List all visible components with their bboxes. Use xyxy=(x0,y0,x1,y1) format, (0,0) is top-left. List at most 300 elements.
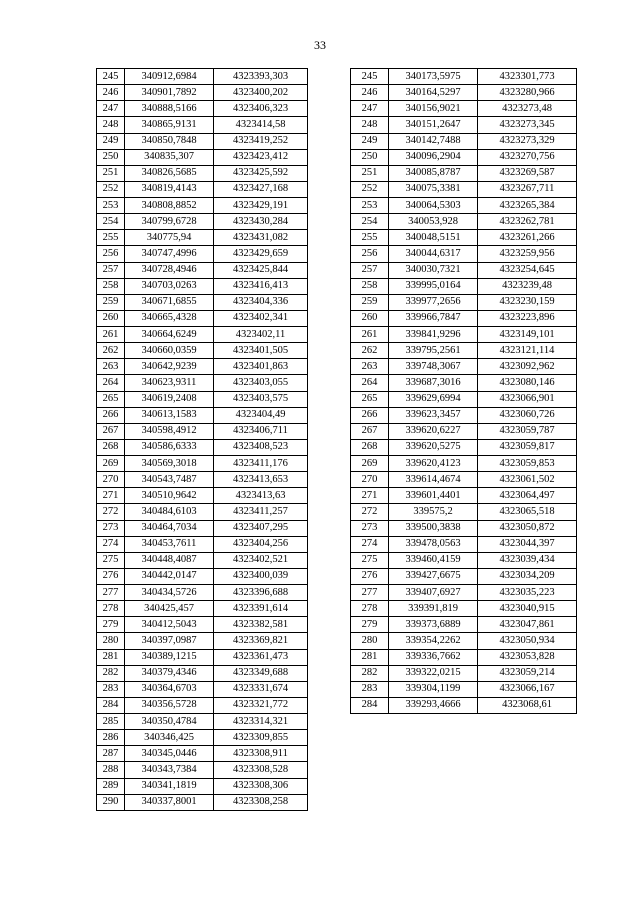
point-number-cell: 249 xyxy=(97,133,125,149)
table-row xyxy=(97,472,308,488)
table-row xyxy=(97,649,308,665)
point-number-cell: 271 xyxy=(351,488,389,504)
x-coordinate-cell: 340642,9239 xyxy=(125,359,214,375)
y-coordinate-cell: 4323382,581 xyxy=(214,617,308,633)
x-coordinate-cell: 339322,0215 xyxy=(389,665,478,681)
point-number-cell: 279 xyxy=(351,617,389,633)
y-coordinate-cell: 4323419,252 xyxy=(214,133,308,149)
x-coordinate-cell: 340364,6703 xyxy=(125,681,214,697)
y-coordinate-cell: 4323059,853 xyxy=(478,456,577,472)
y-coordinate-cell: 4323402,521 xyxy=(214,552,308,568)
x-coordinate-cell: 340075,3381 xyxy=(389,181,478,197)
y-coordinate-cell: 4323406,323 xyxy=(214,101,308,117)
table-row xyxy=(97,665,308,681)
x-coordinate-cell: 339304,1199 xyxy=(389,681,478,697)
point-number-cell: 275 xyxy=(97,552,125,568)
point-number-cell: 263 xyxy=(351,359,389,375)
x-coordinate-cell: 339336,7662 xyxy=(389,649,478,665)
table-row xyxy=(97,246,308,262)
x-coordinate-cell: 339293,4666 xyxy=(389,697,478,713)
point-number-cell: 251 xyxy=(351,165,389,181)
table-row xyxy=(351,649,577,665)
table-row xyxy=(97,69,308,85)
table-row xyxy=(97,778,308,794)
x-coordinate-cell: 340826,5685 xyxy=(125,165,214,181)
point-number-cell: 284 xyxy=(97,697,125,713)
y-coordinate-cell: 4323273,345 xyxy=(478,117,577,133)
y-coordinate-cell: 4323265,384 xyxy=(478,198,577,214)
x-coordinate-cell: 340356,5728 xyxy=(125,697,214,713)
y-coordinate-cell: 4323404,336 xyxy=(214,294,308,310)
table-row xyxy=(351,230,577,246)
point-number-cell: 248 xyxy=(351,117,389,133)
table-row xyxy=(351,101,577,117)
y-coordinate-cell: 4323280,966 xyxy=(478,85,577,101)
y-coordinate-cell: 4323053,828 xyxy=(478,649,577,665)
y-coordinate-cell: 4323393,303 xyxy=(214,69,308,85)
point-number-cell: 276 xyxy=(97,568,125,584)
y-coordinate-cell: 4323402,11 xyxy=(214,327,308,343)
y-coordinate-cell: 4323411,257 xyxy=(214,504,308,520)
point-number-cell: 266 xyxy=(351,407,389,423)
y-coordinate-cell: 4323047,861 xyxy=(478,617,577,633)
point-number-cell: 270 xyxy=(97,472,125,488)
x-coordinate-cell: 339500,3838 xyxy=(389,520,478,536)
point-number-cell: 267 xyxy=(351,423,389,439)
point-number-cell: 245 xyxy=(97,69,125,85)
table-row xyxy=(351,133,577,149)
point-number-cell: 274 xyxy=(351,536,389,552)
table-row xyxy=(97,746,308,762)
table-row xyxy=(97,375,308,391)
table-row xyxy=(351,310,577,326)
point-number-cell: 262 xyxy=(97,343,125,359)
table-row xyxy=(351,69,577,85)
table-row xyxy=(97,504,308,520)
x-coordinate-cell: 339391,819 xyxy=(389,601,478,617)
x-coordinate-cell: 339795,2561 xyxy=(389,343,478,359)
coordinates-table-right-body xyxy=(351,69,577,714)
table-row xyxy=(351,327,577,343)
point-number-cell: 268 xyxy=(351,439,389,455)
point-number-cell: 281 xyxy=(97,649,125,665)
x-coordinate-cell: 340510,9642 xyxy=(125,488,214,504)
x-coordinate-cell: 339995,0164 xyxy=(389,278,478,294)
point-number-cell: 253 xyxy=(351,198,389,214)
point-number-cell: 246 xyxy=(351,85,389,101)
table-row xyxy=(97,359,308,375)
table-row xyxy=(97,181,308,197)
table-row xyxy=(97,585,308,601)
table-row xyxy=(351,504,577,520)
point-number-cell: 264 xyxy=(97,375,125,391)
x-coordinate-cell: 340664,6249 xyxy=(125,327,214,343)
point-number-cell: 252 xyxy=(351,181,389,197)
x-coordinate-cell: 339748,3067 xyxy=(389,359,478,375)
table-row xyxy=(97,310,308,326)
y-coordinate-cell: 4323427,168 xyxy=(214,181,308,197)
y-coordinate-cell: 4323262,781 xyxy=(478,214,577,230)
point-number-cell: 245 xyxy=(351,69,389,85)
table-row xyxy=(97,423,308,439)
table-row xyxy=(97,262,308,278)
table-row xyxy=(351,520,577,536)
y-coordinate-cell: 4323068,61 xyxy=(478,697,577,713)
point-number-cell: 283 xyxy=(97,681,125,697)
x-coordinate-cell: 339620,6227 xyxy=(389,423,478,439)
x-coordinate-cell: 340337,8001 xyxy=(125,794,214,810)
y-coordinate-cell: 4323361,473 xyxy=(214,649,308,665)
point-number-cell: 247 xyxy=(97,101,125,117)
point-number-cell: 250 xyxy=(97,149,125,165)
y-coordinate-cell: 4323407,295 xyxy=(214,520,308,536)
table-row xyxy=(351,262,577,278)
y-coordinate-cell: 4323059,787 xyxy=(478,423,577,439)
table-row xyxy=(97,391,308,407)
y-coordinate-cell: 4323402,341 xyxy=(214,310,308,326)
y-coordinate-cell: 4323331,674 xyxy=(214,681,308,697)
y-coordinate-cell: 4323092,962 xyxy=(478,359,577,375)
table-row xyxy=(97,697,308,713)
y-coordinate-cell: 4323230,159 xyxy=(478,294,577,310)
y-coordinate-cell: 4323431,082 xyxy=(214,230,308,246)
x-coordinate-cell: 340623,9311 xyxy=(125,375,214,391)
table-row xyxy=(351,472,577,488)
table-row xyxy=(97,536,308,552)
point-number-cell: 282 xyxy=(351,665,389,681)
y-coordinate-cell: 4323223,896 xyxy=(478,310,577,326)
x-coordinate-cell: 340173,5975 xyxy=(389,69,478,85)
y-coordinate-cell: 4323308,258 xyxy=(214,794,308,810)
y-coordinate-cell: 4323416,413 xyxy=(214,278,308,294)
x-coordinate-cell: 340412,5043 xyxy=(125,617,214,633)
x-coordinate-cell: 340835,307 xyxy=(125,149,214,165)
y-coordinate-cell: 4323413,653 xyxy=(214,472,308,488)
point-number-cell: 249 xyxy=(351,133,389,149)
x-coordinate-cell: 340341,1819 xyxy=(125,778,214,794)
x-coordinate-cell: 340703,0263 xyxy=(125,278,214,294)
point-number-cell: 252 xyxy=(97,181,125,197)
y-coordinate-cell: 4323273,329 xyxy=(478,133,577,149)
x-coordinate-cell: 340397,0987 xyxy=(125,633,214,649)
y-coordinate-cell: 4323314,321 xyxy=(214,714,308,730)
point-number-cell: 288 xyxy=(97,762,125,778)
y-coordinate-cell: 4323044,397 xyxy=(478,536,577,552)
table-row xyxy=(97,439,308,455)
point-number-cell: 247 xyxy=(351,101,389,117)
x-coordinate-cell: 340912,6984 xyxy=(125,69,214,85)
x-coordinate-cell: 340728,4946 xyxy=(125,262,214,278)
x-coordinate-cell: 339614,4674 xyxy=(389,472,478,488)
x-coordinate-cell: 340379,4346 xyxy=(125,665,214,681)
point-number-cell: 272 xyxy=(351,504,389,520)
y-coordinate-cell: 4323273,48 xyxy=(478,101,577,117)
table-row xyxy=(97,214,308,230)
coordinates-table-right xyxy=(350,68,577,714)
table-row xyxy=(97,762,308,778)
point-number-cell: 260 xyxy=(351,310,389,326)
point-number-cell: 254 xyxy=(351,214,389,230)
x-coordinate-cell: 340665,4328 xyxy=(125,310,214,326)
x-coordinate-cell: 340442,0147 xyxy=(125,568,214,584)
y-coordinate-cell: 4323408,523 xyxy=(214,439,308,455)
point-number-cell: 269 xyxy=(97,456,125,472)
x-coordinate-cell: 339427,6675 xyxy=(389,568,478,584)
point-number-cell: 285 xyxy=(97,714,125,730)
coordinates-table-left-body xyxy=(97,69,308,811)
point-number-cell: 253 xyxy=(97,198,125,214)
y-coordinate-cell: 4323403,575 xyxy=(214,391,308,407)
y-coordinate-cell: 4323406,711 xyxy=(214,423,308,439)
point-number-cell: 280 xyxy=(97,633,125,649)
point-number-cell: 259 xyxy=(351,294,389,310)
table-row xyxy=(97,456,308,472)
page-number: 33 xyxy=(314,38,326,52)
table-row xyxy=(351,407,577,423)
point-number-cell: 254 xyxy=(97,214,125,230)
y-coordinate-cell: 4323254,645 xyxy=(478,262,577,278)
point-number-cell: 290 xyxy=(97,794,125,810)
point-number-cell: 282 xyxy=(97,665,125,681)
x-coordinate-cell: 340345,0446 xyxy=(125,746,214,762)
point-number-cell: 275 xyxy=(351,552,389,568)
x-coordinate-cell: 339575,2 xyxy=(389,504,478,520)
table-row xyxy=(351,214,577,230)
coordinates-table-left xyxy=(96,68,308,811)
point-number-cell: 264 xyxy=(351,375,389,391)
table-row xyxy=(351,665,577,681)
table-row xyxy=(351,391,577,407)
table-row xyxy=(97,794,308,810)
x-coordinate-cell: 340598,4912 xyxy=(125,423,214,439)
point-number-cell: 261 xyxy=(351,327,389,343)
table-row xyxy=(351,697,577,713)
x-coordinate-cell: 339460,4159 xyxy=(389,552,478,568)
table-row xyxy=(351,246,577,262)
point-number-cell: 289 xyxy=(97,778,125,794)
y-coordinate-cell: 4323050,872 xyxy=(478,520,577,536)
point-number-cell: 281 xyxy=(351,649,389,665)
x-coordinate-cell: 340747,4996 xyxy=(125,246,214,262)
x-coordinate-cell: 340660,0359 xyxy=(125,343,214,359)
x-coordinate-cell: 340799,6728 xyxy=(125,214,214,230)
point-number-cell: 267 xyxy=(97,423,125,439)
point-number-cell: 250 xyxy=(351,149,389,165)
x-coordinate-cell: 340808,8852 xyxy=(125,198,214,214)
table-row xyxy=(351,181,577,197)
x-coordinate-cell: 339841,9296 xyxy=(389,327,478,343)
x-coordinate-cell: 340453,7611 xyxy=(125,536,214,552)
table-row xyxy=(351,117,577,133)
y-coordinate-cell: 4323270,756 xyxy=(478,149,577,165)
x-coordinate-cell: 339966,7847 xyxy=(389,310,478,326)
x-coordinate-cell: 340671,6855 xyxy=(125,294,214,310)
point-number-cell: 262 xyxy=(351,343,389,359)
x-coordinate-cell: 340346,425 xyxy=(125,730,214,746)
x-coordinate-cell: 340569,3018 xyxy=(125,456,214,472)
table-row xyxy=(351,359,577,375)
x-coordinate-cell: 340085,8787 xyxy=(389,165,478,181)
point-number-cell: 256 xyxy=(97,246,125,262)
y-coordinate-cell: 4323429,659 xyxy=(214,246,308,262)
table-row xyxy=(97,730,308,746)
y-coordinate-cell: 4323261,266 xyxy=(478,230,577,246)
y-coordinate-cell: 4323400,039 xyxy=(214,568,308,584)
x-coordinate-cell: 340484,6103 xyxy=(125,504,214,520)
x-coordinate-cell: 340613,1583 xyxy=(125,407,214,423)
table-row xyxy=(97,101,308,117)
point-number-cell: 258 xyxy=(351,278,389,294)
y-coordinate-cell: 4323401,505 xyxy=(214,343,308,359)
point-number-cell: 277 xyxy=(351,585,389,601)
y-coordinate-cell: 4323321,772 xyxy=(214,697,308,713)
y-coordinate-cell: 4323425,592 xyxy=(214,165,308,181)
y-coordinate-cell: 4323308,306 xyxy=(214,778,308,794)
x-coordinate-cell: 340151,2647 xyxy=(389,117,478,133)
y-coordinate-cell: 4323065,518 xyxy=(478,504,577,520)
x-coordinate-cell: 340142,7488 xyxy=(389,133,478,149)
point-number-cell: 266 xyxy=(97,407,125,423)
x-coordinate-cell: 340030,7321 xyxy=(389,262,478,278)
point-number-cell: 286 xyxy=(97,730,125,746)
x-coordinate-cell: 340775,94 xyxy=(125,230,214,246)
x-coordinate-cell: 340048,5151 xyxy=(389,230,478,246)
table-row xyxy=(351,681,577,697)
table-row xyxy=(97,85,308,101)
y-coordinate-cell: 4323401,863 xyxy=(214,359,308,375)
point-number-cell: 280 xyxy=(351,633,389,649)
table-row xyxy=(97,230,308,246)
table-row xyxy=(351,423,577,439)
y-coordinate-cell: 4323066,167 xyxy=(478,681,577,697)
x-coordinate-cell: 340096,2904 xyxy=(389,149,478,165)
table-row xyxy=(97,343,308,359)
x-coordinate-cell: 339629,6994 xyxy=(389,391,478,407)
point-number-cell: 273 xyxy=(97,520,125,536)
x-coordinate-cell: 339478,0563 xyxy=(389,536,478,552)
table-row xyxy=(97,294,308,310)
table-row xyxy=(97,278,308,294)
point-number-cell: 265 xyxy=(351,391,389,407)
x-coordinate-cell: 340044,6317 xyxy=(389,246,478,262)
point-number-cell: 283 xyxy=(351,681,389,697)
x-coordinate-cell: 340064,5303 xyxy=(389,198,478,214)
y-coordinate-cell: 4323308,528 xyxy=(214,762,308,778)
y-coordinate-cell: 4323059,214 xyxy=(478,665,577,681)
x-coordinate-cell: 339623,3457 xyxy=(389,407,478,423)
x-coordinate-cell: 340901,7892 xyxy=(125,85,214,101)
table-row xyxy=(97,133,308,149)
point-number-cell: 274 xyxy=(97,536,125,552)
x-coordinate-cell: 340448,4087 xyxy=(125,552,214,568)
table-row xyxy=(351,536,577,552)
point-number-cell: 257 xyxy=(351,262,389,278)
point-number-cell: 263 xyxy=(97,359,125,375)
y-coordinate-cell: 4323040,915 xyxy=(478,601,577,617)
y-coordinate-cell: 4323060,726 xyxy=(478,407,577,423)
y-coordinate-cell: 4323066,901 xyxy=(478,391,577,407)
point-number-cell: 272 xyxy=(97,504,125,520)
table-row xyxy=(351,165,577,181)
point-number-cell: 271 xyxy=(97,488,125,504)
point-number-cell: 273 xyxy=(351,520,389,536)
table-row xyxy=(97,617,308,633)
point-number-cell: 278 xyxy=(351,601,389,617)
x-coordinate-cell: 340343,7384 xyxy=(125,762,214,778)
point-number-cell: 256 xyxy=(351,246,389,262)
table-row xyxy=(97,198,308,214)
point-number-cell: 261 xyxy=(97,327,125,343)
x-coordinate-cell: 340350,4784 xyxy=(125,714,214,730)
y-coordinate-cell: 4323080,146 xyxy=(478,375,577,391)
point-number-cell: 251 xyxy=(97,165,125,181)
y-coordinate-cell: 4323411,176 xyxy=(214,456,308,472)
point-number-cell: 265 xyxy=(97,391,125,407)
y-coordinate-cell: 4323121,114 xyxy=(478,343,577,359)
y-coordinate-cell: 4323414,58 xyxy=(214,117,308,133)
x-coordinate-cell: 340586,6333 xyxy=(125,439,214,455)
y-coordinate-cell: 4323064,497 xyxy=(478,488,577,504)
table-row xyxy=(97,327,308,343)
y-coordinate-cell: 4323425,844 xyxy=(214,262,308,278)
table-row xyxy=(97,165,308,181)
x-coordinate-cell: 340434,5726 xyxy=(125,585,214,601)
y-coordinate-cell: 4323239,48 xyxy=(478,278,577,294)
y-coordinate-cell: 4323308,911 xyxy=(214,746,308,762)
x-coordinate-cell: 340425,457 xyxy=(125,601,214,617)
table-row xyxy=(351,552,577,568)
y-coordinate-cell: 4323267,711 xyxy=(478,181,577,197)
point-number-cell: 260 xyxy=(97,310,125,326)
table-row xyxy=(97,568,308,584)
x-coordinate-cell: 340156,9021 xyxy=(389,101,478,117)
x-coordinate-cell: 339977,2656 xyxy=(389,294,478,310)
table-row xyxy=(97,714,308,730)
y-coordinate-cell: 4323301,773 xyxy=(478,69,577,85)
y-coordinate-cell: 4323269,587 xyxy=(478,165,577,181)
table-row xyxy=(351,439,577,455)
y-coordinate-cell: 4323396,688 xyxy=(214,585,308,601)
point-number-cell: 276 xyxy=(351,568,389,584)
x-coordinate-cell: 340543,7487 xyxy=(125,472,214,488)
y-coordinate-cell: 4323404,256 xyxy=(214,536,308,552)
table-row xyxy=(97,681,308,697)
point-number-cell: 268 xyxy=(97,439,125,455)
x-coordinate-cell: 340053,928 xyxy=(389,214,478,230)
table-row xyxy=(97,520,308,536)
x-coordinate-cell: 340389,1215 xyxy=(125,649,214,665)
y-coordinate-cell: 4323349,688 xyxy=(214,665,308,681)
y-coordinate-cell: 4323034,209 xyxy=(478,568,577,584)
table-row xyxy=(351,585,577,601)
table-row xyxy=(97,488,308,504)
table-row xyxy=(97,149,308,165)
x-coordinate-cell: 340819,4143 xyxy=(125,181,214,197)
y-coordinate-cell: 4323149,101 xyxy=(478,327,577,343)
table-row xyxy=(351,198,577,214)
table-row xyxy=(351,343,577,359)
y-coordinate-cell: 4323035,223 xyxy=(478,585,577,601)
point-number-cell: 258 xyxy=(97,278,125,294)
point-number-cell: 269 xyxy=(351,456,389,472)
x-coordinate-cell: 339373,6889 xyxy=(389,617,478,633)
point-number-cell: 246 xyxy=(97,85,125,101)
table-row xyxy=(351,85,577,101)
x-coordinate-cell: 340888,5166 xyxy=(125,101,214,117)
x-coordinate-cell: 339601,4401 xyxy=(389,488,478,504)
table-row xyxy=(351,617,577,633)
table-row xyxy=(351,568,577,584)
